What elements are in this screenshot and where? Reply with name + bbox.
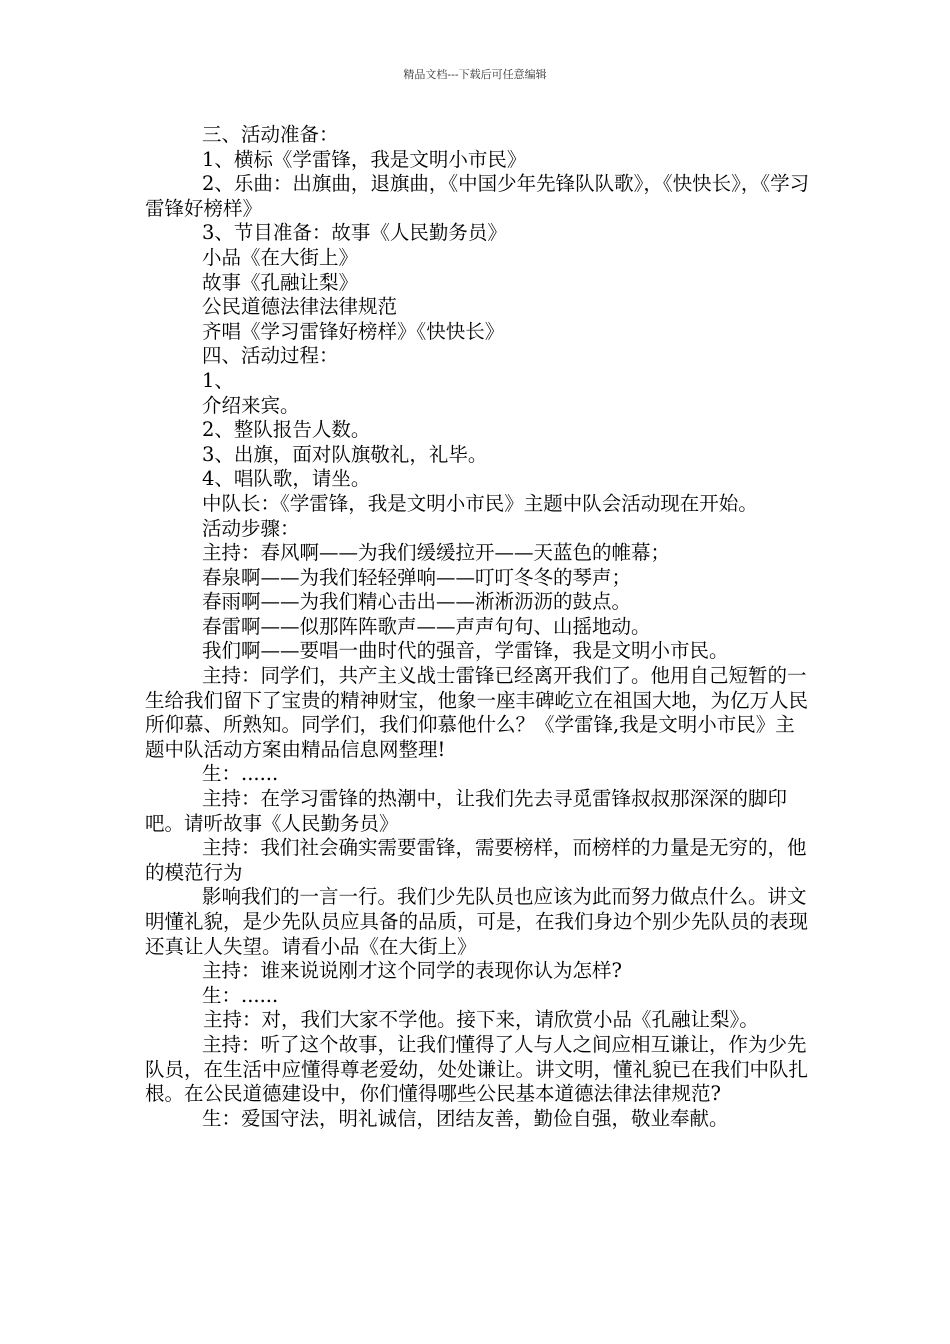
paragraph: 2、乐曲：出旗曲，退旗曲，《中国少年先锋队队歌》，《快快长》，《学习雷锋好榜样》 [145,172,810,220]
paragraph: 春雷啊——似那阵阵歌声——声声句句、山摇地动。 [202,614,651,638]
paragraph: 春泉啊——为我们轻轻弹响——叮叮冬冬的琴声； [202,565,632,589]
paragraph: 2、整队报告人数。 [202,418,371,442]
paragraph: 公民道德法律法律规范 [202,295,398,319]
paragraph: 活动步骤： [202,516,300,540]
paragraph: 1、横标《学雷锋，我是文明小市民》 [202,147,527,171]
paragraph: 中队长：《学雷锋，我是文明小市民》主题中队会活动现在开始。 [202,491,758,515]
paragraph: 影响我们的一言一行。我们少先队员也应该为此而努力做点什么。讲文明懂礼貌，是少先队员应具备的品质，可是，在我们身边个别少先队员的表现还真让人失望。请看小品《在大街上》 [145,885,809,958]
paragraph: 故事《孔融让梨》 [202,270,359,294]
paragraph: 生：...... [202,762,279,786]
paragraph: 3、出旗，面对队旗敬礼，礼毕。 [202,442,488,466]
document-body [145,123,810,1131]
paragraph: 四、活动过程： [202,344,339,368]
paragraph: 主持：谁来说说刚才这个同学的表现你认为怎样? [202,959,622,983]
paragraph: 三、活动准备： [202,123,339,146]
paragraph: 生：...... [202,983,279,1007]
paragraph: 主持：听了这个故事，让我们懂得了人与人之间应相互谦让，作为少先队员，在生活中应懂得尊老爱幼，处处谦让。讲文明，懂礼貌已在我们中队扎根。在公民道德建设中，你们懂得哪些公民基本道德法律法律规范? [145,1032,809,1106]
page-header: 精品文档---下载后可任意编辑 [403,68,547,81]
paragraph: 主持：我们社会确实需要雷锋，需要榜样，而榜样的力量是无穷的，他的模范行为 [145,836,807,884]
paragraph: 4、唱队歌，请坐。 [202,467,371,491]
paragraph: 主持：同学们，共产主义战士雷锋已经离开我们了。他用自己短暂的一生给我们留下了宝贵的精神财宝，他象一座丰碑屹立在祖国大地，为亿万人民所仰慕、所熟知。同学们，我们仰慕他什么？《学雷锋,我是文明小市民》主题中队活动方案由精品信息网整理! [145,664,809,761]
paragraph: 介绍来宾。 [202,393,300,417]
paragraph: 小品《在大街上》 [202,245,359,269]
paragraph: 齐唱《学习雷锋好榜样》《快快长》 [202,319,505,343]
paragraph: 我们啊——要唱一曲时代的强音，学雷锋，我是文明小市民。 [202,639,729,663]
paragraph: 主持：对，我们大家不学他。接下来，请欣赏小品《孔融让梨》。 [203,1008,759,1032]
paragraph: 1、 [202,368,234,392]
paragraph: 主持：在学习雷锋的热潮中，让我们先去寻觅雷锋叔叔那深深的脚印吧。请听故事《人民勤务员》 [145,787,788,835]
paragraph: 春雨啊——为我们精心击出——淅淅沥沥的鼓点。 [202,590,632,614]
paragraph: 3、节目准备：故事《人民勤务员》 [202,221,507,245]
paragraph: 生：爱国守法，明礼诚信，团结友善，勤俭自强，敬业奉献。 [202,1106,729,1130]
paragraph: 主持：春风啊——为我们缓缓拉开——天蓝色的帷幕； [202,541,671,565]
